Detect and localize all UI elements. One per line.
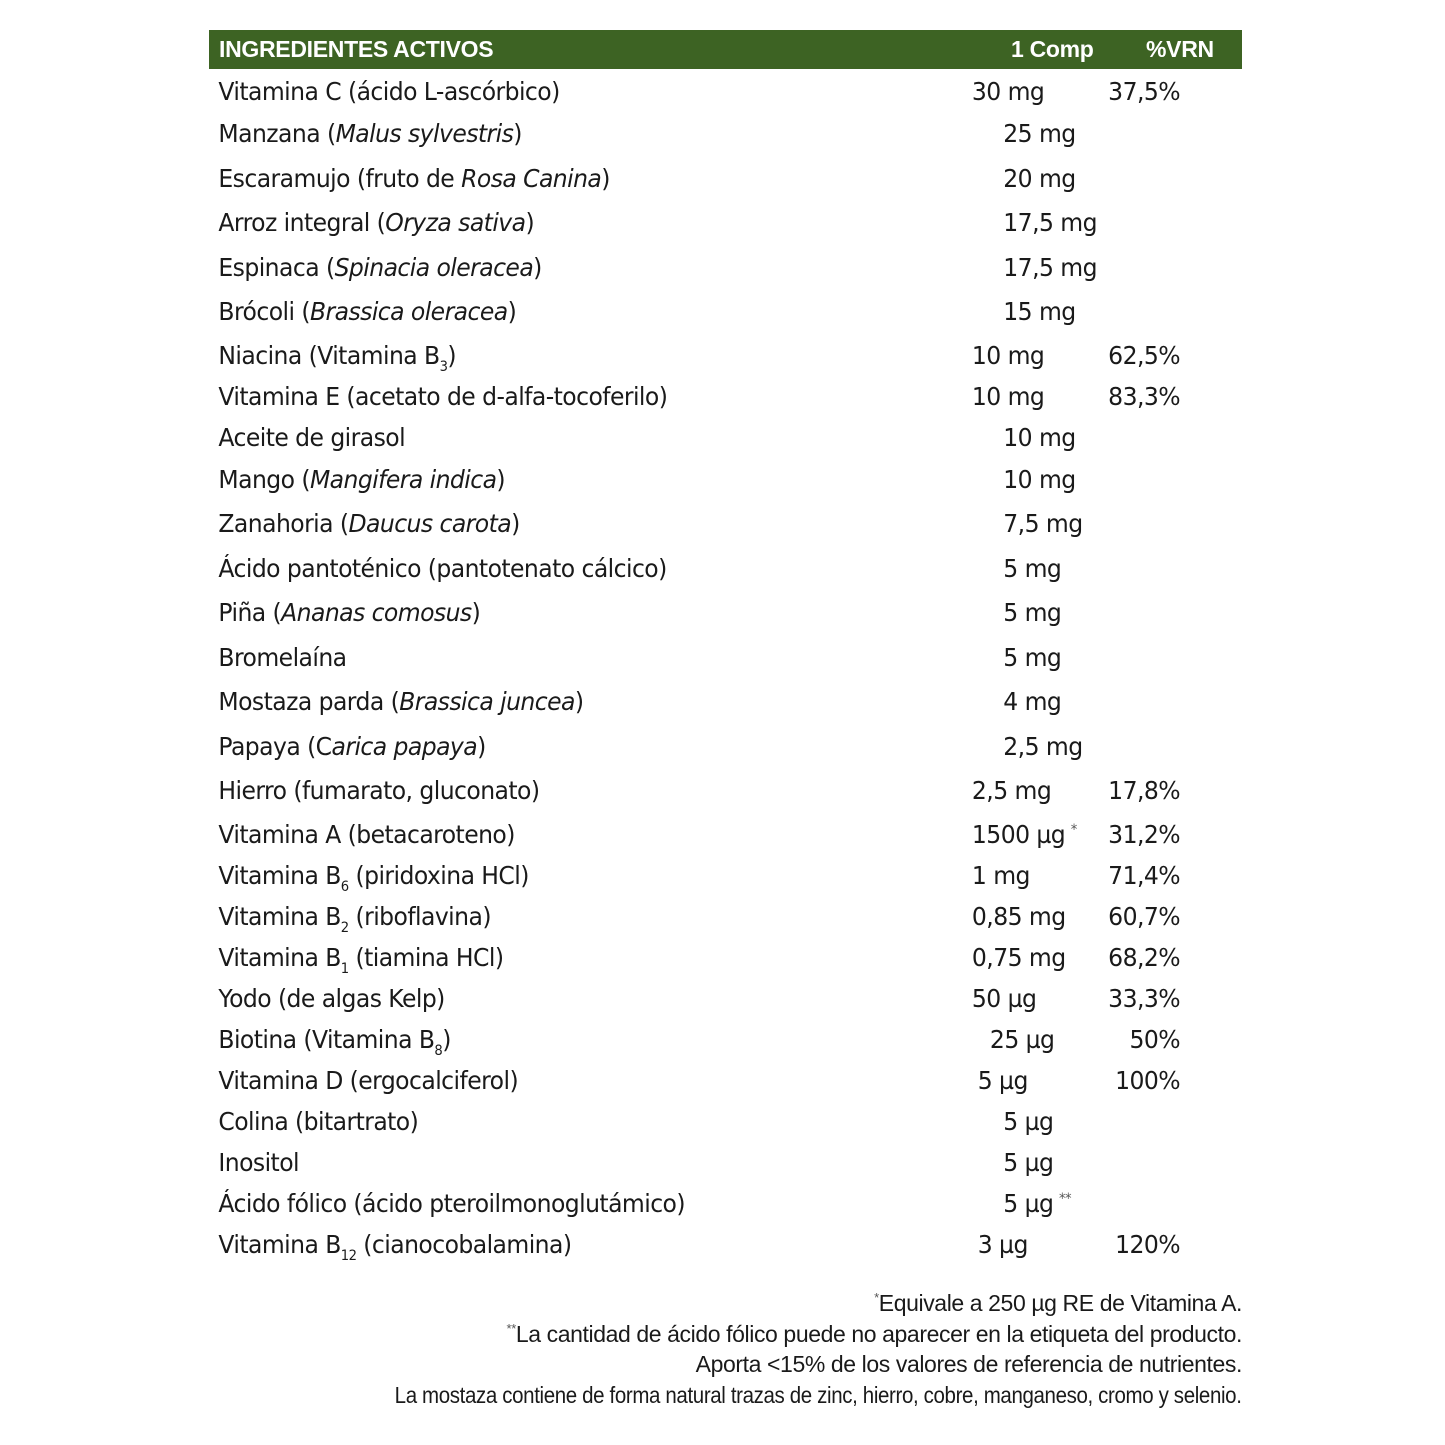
name-text: ) (471, 598, 481, 627)
footnote-marker: ** (1058, 1190, 1072, 1207)
table-row (209, 937, 1180, 978)
ingredient-name (209, 978, 972, 1019)
ingredient-vrn: 50% (1129, 1024, 1181, 1054)
ingredient-name (209, 896, 972, 937)
name-text: Vitamina C (ácido L-ascórbico) (218, 77, 560, 106)
name-text: ) (511, 509, 520, 538)
ingredient-amount (1003, 502, 1145, 547)
table-row (209, 458, 1180, 503)
ingredient-name (209, 246, 1003, 291)
ingredient-vrn: 71,4% (1108, 860, 1181, 890)
ingredient-name (209, 814, 972, 855)
amount-value: 1500 µg (971, 819, 1066, 849)
ingredient-amount (1003, 636, 1145, 681)
table-row (209, 71, 1180, 112)
name-text: Aceite de girasol (218, 422, 406, 452)
name-text: Bromelaína (218, 642, 347, 672)
ingredient-name (209, 290, 1003, 335)
scientific-name: Brassica oleracea (309, 297, 508, 326)
amount-value: 3 µg (977, 1229, 1028, 1259)
ingredient-vrn: 100% (1115, 1065, 1181, 1095)
name-text: Vitamina B (218, 942, 341, 972)
scientific-name: Rosa Canina (461, 163, 602, 193)
table-row (209, 1142, 1180, 1183)
amount-value: 0,85 mg (971, 901, 1066, 931)
ingredient-name (209, 769, 972, 814)
table-row (209, 636, 1180, 681)
ingredient-amount (1003, 591, 1145, 636)
ingredient-name (209, 680, 1003, 725)
table-row (209, 978, 1180, 1019)
header-amount: 1 Comp (1011, 36, 1094, 62)
ingredient-amount (1003, 290, 1145, 335)
table-row (209, 1060, 1180, 1101)
scientific-name: Oryza sativa (385, 208, 526, 237)
name-text: ) (513, 119, 522, 148)
ingredient-vrn: 17,8% (1108, 776, 1181, 805)
ingredient-amount (1003, 458, 1145, 503)
amount-value: 5 mg (1003, 642, 1062, 672)
ingredient-amount (972, 335, 1108, 376)
name-text: ) (507, 297, 517, 326)
ingredient-name (209, 71, 972, 112)
ingredient-amount (972, 769, 1108, 814)
subscript: 3 (439, 358, 448, 375)
ingredient-name (209, 1060, 978, 1101)
table-row (209, 814, 1180, 855)
scientific-name: Malus sylvestris (335, 119, 514, 148)
ingredient-amount (978, 1060, 1115, 1101)
table-row (209, 591, 1180, 636)
name-text: Piña ( (218, 598, 282, 627)
ingredient-vrn: 120% (1115, 1229, 1181, 1259)
table-row (209, 335, 1180, 376)
table-row (209, 201, 1180, 246)
amount-value: 0,75 mg (971, 942, 1066, 972)
ingredient-name (209, 1183, 1003, 1224)
table-row (209, 1183, 1180, 1224)
amount-value: 5 µg (1003, 1147, 1054, 1177)
footnote-text: La mostaza contiene de forma natural trazas de zinc, hierro, cobre, manganeso, cromo y selenio. (395, 1381, 1242, 1408)
name-text: (cianocobalamina) (356, 1229, 572, 1259)
footnote (395, 1380, 1242, 1411)
subscript: 8 (434, 1042, 443, 1059)
name-text: ) (477, 731, 486, 761)
ingredient-amount (972, 71, 1108, 112)
ingredient-vrn: 31,2% (1108, 819, 1181, 849)
footnote (290, 1288, 1242, 1319)
amount-value: 2,5 mg (1003, 731, 1083, 761)
name-text: (riboflavina) (348, 901, 491, 931)
ingredient-amount (972, 978, 1108, 1019)
ingredient-name (209, 725, 1003, 770)
name-text: Espinaca ( (218, 252, 335, 282)
ingredient-name (209, 201, 1003, 246)
ingredient-amount (972, 937, 1108, 978)
footnote-text: Equivale a 250 µg RE de Vitamina A. (878, 1290, 1242, 1316)
table-row (209, 725, 1180, 770)
name-text: Papaya (C (218, 731, 332, 761)
amount-value: 20 mg (1003, 163, 1076, 193)
ingredient-name (209, 112, 1003, 157)
table-row (209, 896, 1180, 937)
name-text: Ácido pantoténico (pantotenato cálcico) (218, 553, 667, 583)
name-text: ) (447, 340, 457, 370)
name-text: Manzana ( (218, 119, 336, 148)
amount-value: 2,5 mg (971, 776, 1052, 805)
amount-value: 5 µg (1003, 1188, 1054, 1218)
ingredient-amount (990, 1019, 1130, 1060)
ingredient-name (209, 502, 1003, 547)
footnote (290, 1319, 1242, 1350)
name-text: Brócoli ( (218, 297, 310, 326)
table-row (209, 547, 1180, 592)
subscript: 2 (340, 919, 349, 936)
name-text: Vitamina B (218, 860, 341, 890)
ingredient-vrn: 83,3% (1108, 381, 1181, 411)
amount-value: 30 mg (971, 77, 1045, 106)
table-row (209, 290, 1180, 335)
ingredient-name (209, 591, 1003, 636)
amount-value: 50 µg (971, 983, 1037, 1013)
name-text: ) (574, 687, 584, 716)
name-text: Zanahoria ( (218, 509, 349, 538)
ingredient-name (209, 547, 1003, 592)
name-text: (piridoxina HCl) (348, 860, 529, 890)
name-text: ) (525, 208, 535, 237)
ingredient-name (209, 335, 972, 376)
ingredient-amount (1003, 112, 1145, 157)
footnote-marker: * (874, 1290, 879, 1305)
table-row (209, 855, 1180, 896)
header-vrn: %VRN (1146, 36, 1214, 62)
name-text: Hierro (fumarato, gluconato) (218, 776, 540, 805)
amount-value: 5 mg (1003, 553, 1062, 583)
ingredient-amount (1003, 201, 1145, 246)
name-text: Yodo (de algas Kelp) (218, 983, 445, 1013)
name-text: ) (533, 252, 542, 282)
table-row (209, 246, 1180, 291)
name-text: Vitamina A (betacaroteno) (218, 819, 515, 849)
amount-value: 25 µg (989, 1024, 1055, 1054)
ingredient-vrn: 33,3% (1108, 983, 1181, 1013)
ingredients-table (209, 30, 1242, 1265)
ingredient-name (209, 1142, 1003, 1183)
ingredient-amount (1003, 1142, 1145, 1183)
amount-value: 7,5 mg (1003, 509, 1083, 538)
scientific-name: Spinacia oleracea (334, 252, 534, 282)
header-ingredients: INGREDIENTES ACTIVOS (219, 36, 494, 62)
name-text: Arroz integral ( (218, 208, 386, 237)
footnote-text: La cantidad de ácido fólico puede no aparecer en la etiqueta del producto. (515, 1320, 1242, 1347)
ingredient-vrn: 62,5% (1108, 340, 1181, 370)
name-text: (tiamina HCl) (348, 942, 504, 972)
ingredient-name (209, 458, 1003, 503)
amount-value: 5 mg (1003, 598, 1062, 627)
footnote (290, 1349, 1242, 1380)
amount-value: 1 mg (971, 860, 1030, 890)
amount-value: 15 mg (1003, 297, 1076, 326)
ingredient-amount (972, 376, 1108, 417)
name-text: ) (601, 163, 610, 193)
scientific-name: Daucus carota (348, 509, 512, 538)
subscript: 12 (340, 1247, 357, 1264)
footnote-marker: * (1070, 821, 1077, 838)
ingredient-amount (1003, 246, 1145, 291)
ingredient-vrn: 60,7% (1108, 901, 1181, 931)
footnote-marker: ** (506, 1320, 516, 1336)
name-text: Vitamina D (ergocalciferol) (218, 1065, 519, 1095)
scientific-name: Brassica juncea (399, 687, 575, 716)
table-row (209, 157, 1180, 202)
table-row (209, 769, 1180, 814)
ingredient-name (209, 1101, 1003, 1142)
name-text: Vitamina E (acetato de d-alfa-tocoferilo) (218, 381, 668, 411)
scientific-name: arica papaya (331, 731, 478, 761)
ingredient-amount (1003, 157, 1145, 202)
name-text: Colina (bitartrato) (218, 1106, 419, 1136)
footnotes (290, 1288, 1242, 1410)
ingredient-amount (972, 896, 1108, 937)
amount-value: 5 µg (977, 1065, 1028, 1095)
ingredient-name (209, 855, 972, 896)
table-row (209, 1019, 1180, 1060)
ingredient-name (209, 1019, 990, 1060)
name-text: Vitamina B (218, 901, 341, 931)
name-text: Mango ( (218, 464, 310, 494)
amount-value: 10 mg (971, 340, 1045, 370)
table-row (209, 376, 1180, 417)
amount-value: 10 mg (1003, 422, 1076, 452)
amount-value: 17,5 mg (1003, 208, 1097, 237)
amount-value: 17,5 mg (1003, 252, 1097, 282)
table-row (209, 417, 1180, 458)
ingredient-amount (1003, 1101, 1145, 1142)
table-row (209, 1224, 1180, 1265)
name-text: Niacina (Vitamina B (218, 340, 440, 370)
ingredient-amount (972, 855, 1108, 896)
amount-value: 10 mg (1003, 464, 1076, 494)
name-text: Escaramujo (fruto de (218, 163, 462, 193)
scientific-name: Ananas comosus (281, 598, 472, 627)
ingredient-amount (972, 814, 1108, 855)
name-text: Ácido fólico (ácido pteroilmonoglutámico) (218, 1188, 685, 1218)
ingredient-name (209, 937, 972, 978)
table-row (209, 1101, 1180, 1142)
ingredient-name (209, 417, 1003, 458)
name-text: Vitamina B (218, 1229, 341, 1259)
table-header (209, 30, 1242, 69)
ingredient-name (209, 376, 972, 417)
ingredient-amount (1003, 725, 1145, 770)
name-text: Biotina (Vitamina B (218, 1024, 435, 1054)
subscript: 1 (340, 960, 349, 977)
scientific-name: Mangifera indica (309, 464, 497, 494)
ingredient-amount (1003, 547, 1145, 592)
ingredient-name (209, 636, 1003, 681)
table-row (209, 502, 1180, 547)
table-body (209, 71, 1242, 1265)
ingredient-amount (1003, 680, 1145, 725)
ingredient-amount (978, 1224, 1115, 1265)
ingredient-name (209, 1224, 978, 1265)
amount-value: 25 mg (1003, 119, 1076, 148)
ingredient-name (209, 157, 1003, 202)
ingredient-vrn: 37,5% (1108, 77, 1181, 106)
name-text: ) (496, 464, 506, 494)
ingredient-amount (1003, 417, 1145, 458)
amount-value: 5 µg (1003, 1106, 1054, 1136)
footnote-text: Aporta <15% de los valores de referencia de nutrientes. (695, 1351, 1242, 1377)
name-text: ) (442, 1024, 451, 1054)
name-text: Mostaza parda ( (218, 687, 400, 716)
ingredient-amount (1003, 1183, 1145, 1224)
ingredient-vrn: 68,2% (1108, 942, 1181, 972)
subscript: 6 (340, 878, 349, 895)
name-text: Inositol (218, 1147, 299, 1177)
table-row (209, 112, 1180, 157)
table-row (209, 680, 1180, 725)
amount-value: 4 mg (1003, 687, 1062, 716)
amount-value: 10 mg (971, 381, 1045, 411)
